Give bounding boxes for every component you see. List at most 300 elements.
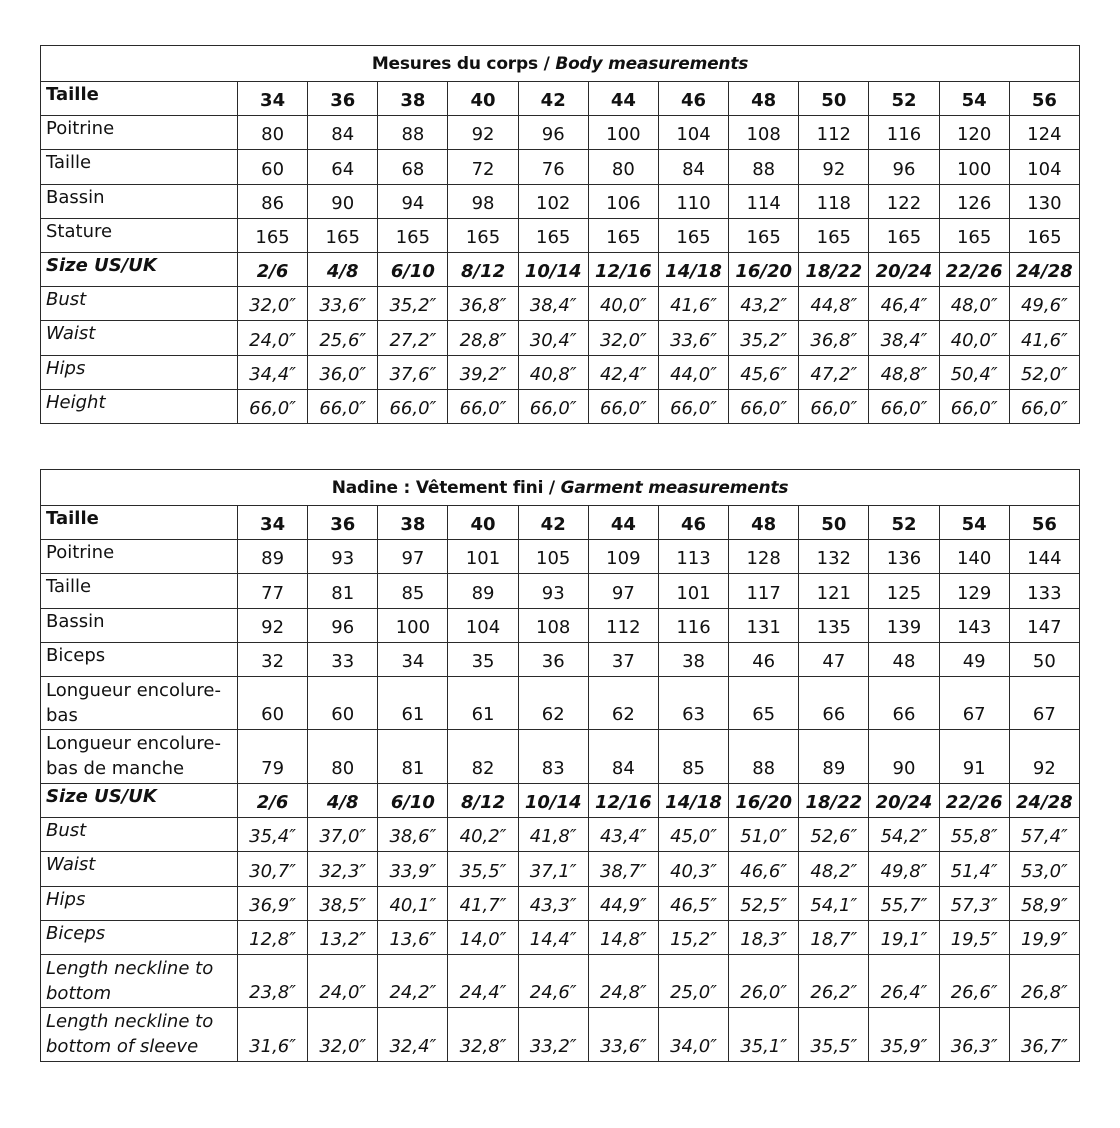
table-cell: 66,0″ (658, 389, 728, 423)
table-cell: 57,4″ (1009, 818, 1079, 852)
table-cell: 132 (799, 540, 869, 574)
table-cell: 93 (308, 540, 378, 574)
table-cell: 38,4″ (518, 287, 588, 321)
table-cell: 66,0″ (308, 389, 378, 423)
table-cell: 18,7″ (799, 920, 869, 954)
table-cell: 13,2″ (308, 920, 378, 954)
table-cell: 84 (308, 116, 378, 150)
table-cell: 165 (729, 218, 799, 252)
table-cell: 66 (869, 676, 939, 730)
table-cell: 89 (799, 730, 869, 784)
table-cell: 40 (448, 506, 518, 540)
table-cell: 52,6″ (799, 818, 869, 852)
table-cell: 80 (238, 116, 308, 150)
table-cell: 34,4″ (238, 355, 308, 389)
table-cell: 40,1″ (378, 886, 448, 920)
table-cell: 48 (729, 82, 799, 116)
table-cell: 54 (939, 82, 1009, 116)
table-row (41, 608, 1080, 642)
table-cell: 101 (658, 574, 728, 608)
table-row (41, 506, 1080, 540)
table-cell: 52 (869, 82, 939, 116)
table-cell: 48 (869, 642, 939, 676)
table-cell: 143 (939, 608, 1009, 642)
table-cell: 16/20 (729, 783, 799, 817)
table-cell: 41,6″ (658, 287, 728, 321)
table-cell: 66,0″ (448, 389, 518, 423)
table-row (41, 184, 1080, 218)
garment-table-body (41, 470, 1080, 1062)
table-cell: 47,2″ (799, 355, 869, 389)
garment-measurements-table (40, 469, 1080, 1062)
table-cell: 49,6″ (1009, 287, 1079, 321)
table-cell: 24/28 (1009, 783, 1079, 817)
row-label: Longueur encolure-bas (41, 676, 238, 730)
table-cell: 36,8″ (448, 287, 518, 321)
table-cell: 46,4″ (869, 287, 939, 321)
table-cell: 79 (238, 730, 308, 784)
table-cell: 165 (378, 218, 448, 252)
table-cell: 24,0″ (238, 321, 308, 355)
table-cell: 31,6″ (238, 1008, 308, 1062)
table-cell: 46 (658, 82, 728, 116)
table-cell: 90 (869, 730, 939, 784)
table-cell: 48,8″ (869, 355, 939, 389)
table-cell: 66 (799, 676, 869, 730)
table-cell: 24,6″ (518, 954, 588, 1008)
table-cell: 62 (518, 676, 588, 730)
table-cell: 16/20 (729, 252, 799, 286)
table-cell: 56 (1009, 506, 1079, 540)
table-cell: 12/16 (588, 783, 658, 817)
table-cell: 45,0″ (658, 818, 728, 852)
table-cell: 54,1″ (799, 886, 869, 920)
row-label: Bust (41, 287, 238, 321)
table-title-en: Body measurements (555, 53, 749, 74)
table-cell: 89 (238, 540, 308, 574)
table-cell: 82 (448, 730, 518, 784)
table-cell: 14/18 (658, 252, 728, 286)
table-cell: 44 (588, 506, 658, 540)
table-cell: 35,5″ (448, 852, 518, 886)
table-cell: 54,2″ (869, 818, 939, 852)
table-cell: 83 (518, 730, 588, 784)
table-cell: 97 (378, 540, 448, 574)
table-cell: 110 (658, 184, 728, 218)
table-cell: 33,9″ (378, 852, 448, 886)
table-row (41, 116, 1080, 150)
table-cell: 18/22 (799, 783, 869, 817)
table-cell: 32,0″ (308, 1008, 378, 1062)
table-cell: 36,9″ (238, 886, 308, 920)
table-cell: 15,2″ (658, 920, 728, 954)
table-cell: 81 (308, 574, 378, 608)
table-cell: 101 (448, 540, 518, 574)
table-cell: 12,8″ (238, 920, 308, 954)
table-cell: 38 (658, 642, 728, 676)
table-cell: 6/10 (378, 252, 448, 286)
table-cell: 67 (939, 676, 1009, 730)
table-cell: 6/10 (378, 783, 448, 817)
table-cell: 14,0″ (448, 920, 518, 954)
table-cell: 128 (729, 540, 799, 574)
table-cell: 33,6″ (658, 321, 728, 355)
table-cell: 165 (238, 218, 308, 252)
table-cell: 86 (238, 184, 308, 218)
table-cell: 60 (238, 676, 308, 730)
table-cell: 140 (939, 540, 1009, 574)
body-measurements-table (40, 45, 1080, 424)
table-cell: 55,7″ (869, 886, 939, 920)
table-cell: 165 (308, 218, 378, 252)
table-cell: 26,6″ (939, 954, 1009, 1008)
table-cell: 40,0″ (939, 321, 1009, 355)
table-cell: 102 (518, 184, 588, 218)
table-cell: 60 (238, 150, 308, 184)
table-cell: 114 (729, 184, 799, 218)
table-cell: 165 (799, 218, 869, 252)
table-cell: 37,6″ (378, 355, 448, 389)
table-cell: 56 (1009, 82, 1079, 116)
table-cell: 42 (518, 506, 588, 540)
table-cell: 48 (729, 506, 799, 540)
table-cell: 96 (869, 150, 939, 184)
table-cell: 38,6″ (378, 818, 448, 852)
table-row (41, 886, 1080, 920)
table-cell: 64 (308, 150, 378, 184)
table-cell: 165 (1009, 218, 1079, 252)
table-cell: 39,2″ (448, 355, 518, 389)
table-cell: 32,8″ (448, 1008, 518, 1062)
table-cell: 49,8″ (869, 852, 939, 886)
table-cell: 89 (448, 574, 518, 608)
table-cell: 18/22 (799, 252, 869, 286)
table-cell: 61 (378, 676, 448, 730)
table-title (41, 470, 1080, 506)
table-cell: 80 (308, 730, 378, 784)
table-cell: 46,5″ (658, 886, 728, 920)
table-cell: 133 (1009, 574, 1079, 608)
table-cell: 46 (729, 642, 799, 676)
table-cell: 135 (799, 608, 869, 642)
table-cell: 24/28 (1009, 252, 1079, 286)
table-cell: 88 (729, 730, 799, 784)
table-row (41, 852, 1080, 886)
table-cell: 67 (1009, 676, 1079, 730)
table-cell: 165 (588, 218, 658, 252)
row-label: Size US/UK (41, 783, 238, 817)
table-cell: 40,8″ (518, 355, 588, 389)
row-label: Biceps (41, 642, 238, 676)
table-row (41, 920, 1080, 954)
table-cell: 129 (939, 574, 1009, 608)
table-cell: 24,2″ (378, 954, 448, 1008)
table-cell: 44 (588, 82, 658, 116)
table-cell: 28,8″ (448, 321, 518, 355)
table-cell: 122 (869, 184, 939, 218)
table-cell: 24,8″ (588, 954, 658, 1008)
table-cell: 72 (448, 150, 518, 184)
table-cell: 49 (939, 642, 1009, 676)
table-cell: 93 (518, 574, 588, 608)
table-cell: 48,2″ (799, 852, 869, 886)
table-cell: 58,9″ (1009, 886, 1079, 920)
table-cell: 32 (238, 642, 308, 676)
table-cell: 40,0″ (588, 287, 658, 321)
table-cell: 32,0″ (238, 287, 308, 321)
table-cell: 38 (378, 506, 448, 540)
table-cell: 50 (799, 82, 869, 116)
table-cell: 165 (939, 218, 1009, 252)
table-cell: 35 (448, 642, 518, 676)
table-cell: 38,4″ (869, 321, 939, 355)
table-cell: 85 (658, 730, 728, 784)
table-cell: 36,0″ (308, 355, 378, 389)
table-cell: 36 (308, 506, 378, 540)
table-cell: 25,0″ (658, 954, 728, 1008)
table-cell: 42 (518, 82, 588, 116)
table-cell: 113 (658, 540, 728, 574)
table-cell: 24,4″ (448, 954, 518, 1008)
table-cell: 116 (658, 608, 728, 642)
table-cell: 66,0″ (799, 389, 869, 423)
table-cell: 41,7″ (448, 886, 518, 920)
table-cell: 92 (1009, 730, 1079, 784)
table-cell: 33,2″ (518, 1008, 588, 1062)
table-cell: 165 (658, 218, 728, 252)
table-cell: 88 (729, 150, 799, 184)
table-cell: 10/14 (518, 783, 588, 817)
table-cell: 52,0″ (1009, 355, 1079, 389)
table-cell: 26,2″ (799, 954, 869, 1008)
body-table-body (41, 46, 1080, 424)
row-label: Poitrine (41, 116, 238, 150)
table-cell: 51,4″ (939, 852, 1009, 886)
table-cell: 68 (378, 150, 448, 184)
table-cell: 108 (729, 116, 799, 150)
table-cell: 130 (1009, 184, 1079, 218)
table-cell: 35,5″ (799, 1008, 869, 1062)
table-cell: 120 (939, 116, 1009, 150)
table-row (41, 287, 1080, 321)
table-row (41, 730, 1080, 784)
table-cell: 66,0″ (939, 389, 1009, 423)
table-cell: 36 (518, 642, 588, 676)
table-cell: 33 (308, 642, 378, 676)
table-title-fr: Nadine : Vêtement fini / (331, 477, 561, 498)
table-cell: 37,1″ (518, 852, 588, 886)
table-cell: 14,4″ (518, 920, 588, 954)
table-cell: 35,1″ (729, 1008, 799, 1062)
table-cell: 63 (658, 676, 728, 730)
row-label: Waist (41, 852, 238, 886)
table-cell: 112 (799, 116, 869, 150)
table-title (41, 46, 1080, 82)
row-label: Length neckline to bottom of sleeve (41, 1008, 238, 1062)
table-cell: 19,9″ (1009, 920, 1079, 954)
table-cell: 18,3″ (729, 920, 799, 954)
row-label: Bassin (41, 184, 238, 218)
row-label: Bassin (41, 608, 238, 642)
table-cell: 106 (588, 184, 658, 218)
table-row (41, 818, 1080, 852)
row-label: Hips (41, 355, 238, 389)
table-cell: 20/24 (869, 783, 939, 817)
table-cell: 4/8 (308, 252, 378, 286)
table-row (41, 321, 1080, 355)
table-cell: 116 (869, 116, 939, 150)
table-title-row (41, 46, 1080, 82)
table-cell: 44,0″ (658, 355, 728, 389)
table-cell: 34 (238, 506, 308, 540)
table-row (41, 642, 1080, 676)
table-cell: 27,2″ (378, 321, 448, 355)
table-cell: 97 (588, 574, 658, 608)
table-cell: 40,2″ (448, 818, 518, 852)
table-cell: 50,4″ (939, 355, 1009, 389)
table-cell: 165 (448, 218, 518, 252)
table-cell: 24,0″ (308, 954, 378, 1008)
table-cell: 144 (1009, 540, 1079, 574)
table-cell: 34 (238, 82, 308, 116)
table-cell: 66,0″ (378, 389, 448, 423)
table-cell: 20/24 (869, 252, 939, 286)
table-cell: 12/16 (588, 252, 658, 286)
table-row (41, 783, 1080, 817)
table-row (41, 574, 1080, 608)
row-label: Bust (41, 818, 238, 852)
table-cell: 46 (658, 506, 728, 540)
table-row (41, 954, 1080, 1008)
table-cell: 38,7″ (588, 852, 658, 886)
table-cell: 43,2″ (729, 287, 799, 321)
table-cell: 14,8″ (588, 920, 658, 954)
table-cell: 26,0″ (729, 954, 799, 1008)
table-cell: 125 (869, 574, 939, 608)
table-cell: 66,0″ (588, 389, 658, 423)
table-row (41, 355, 1080, 389)
table-cell: 94 (378, 184, 448, 218)
table-cell: 38,5″ (308, 886, 378, 920)
table-cell: 37,0″ (308, 818, 378, 852)
table-cell: 36 (308, 82, 378, 116)
table-cell: 55,8″ (939, 818, 1009, 852)
table-cell: 42,4″ (588, 355, 658, 389)
table-cell: 60 (308, 676, 378, 730)
table-cell: 84 (658, 150, 728, 184)
table-row (41, 1008, 1080, 1062)
table-cell: 13,6″ (378, 920, 448, 954)
table-cell: 35,2″ (378, 287, 448, 321)
row-label: Poitrine (41, 540, 238, 574)
table-title-fr: Mesures du corps / (371, 53, 556, 74)
table-cell: 96 (518, 116, 588, 150)
table-cell: 66,0″ (729, 389, 799, 423)
table-cell: 80 (588, 150, 658, 184)
table-cell: 36,7″ (1009, 1008, 1079, 1062)
table-cell: 124 (1009, 116, 1079, 150)
table-cell: 32,4″ (378, 1008, 448, 1062)
table-cell: 61 (448, 676, 518, 730)
table-cell: 85 (378, 574, 448, 608)
table-cell: 118 (799, 184, 869, 218)
table-cell: 65 (729, 676, 799, 730)
table-title-row (41, 470, 1080, 506)
table-cell: 19,1″ (869, 920, 939, 954)
table-cell: 100 (939, 150, 1009, 184)
table-cell: 2/6 (238, 252, 308, 286)
table-cell: 32,0″ (588, 321, 658, 355)
table-cell: 66,0″ (1009, 389, 1079, 423)
table-cell: 92 (799, 150, 869, 184)
table-cell: 84 (588, 730, 658, 784)
table-cell: 41,8″ (518, 818, 588, 852)
table-cell: 98 (448, 184, 518, 218)
table-cell: 104 (448, 608, 518, 642)
table-cell: 62 (588, 676, 658, 730)
table-cell: 14/18 (658, 783, 728, 817)
table-cell: 50 (1009, 642, 1079, 676)
table-cell: 2/6 (238, 783, 308, 817)
table-cell: 38 (378, 82, 448, 116)
table-cell: 66,0″ (518, 389, 588, 423)
table-cell: 109 (588, 540, 658, 574)
table-cell: 92 (448, 116, 518, 150)
table-cell: 10/14 (518, 252, 588, 286)
table-row (41, 150, 1080, 184)
table-cell: 48,0″ (939, 287, 1009, 321)
table-row (41, 540, 1080, 574)
table-cell: 88 (378, 116, 448, 150)
table-cell: 104 (1009, 150, 1079, 184)
table-cell: 54 (939, 506, 1009, 540)
table-cell: 43,4″ (588, 818, 658, 852)
table-cell: 100 (378, 608, 448, 642)
table-cell: 26,8″ (1009, 954, 1079, 1008)
table-cell: 40,3″ (658, 852, 728, 886)
table-cell: 26,4″ (869, 954, 939, 1008)
row-label: Taille (41, 506, 238, 540)
table-cell: 22/26 (939, 252, 1009, 286)
table-row (41, 252, 1080, 286)
table-cell: 4/8 (308, 783, 378, 817)
table-cell: 35,9″ (869, 1008, 939, 1062)
row-label: Biceps (41, 920, 238, 954)
table-cell: 44,8″ (799, 287, 869, 321)
table-cell: 96 (308, 608, 378, 642)
table-cell: 121 (799, 574, 869, 608)
table-row (41, 82, 1080, 116)
table-cell: 91 (939, 730, 1009, 784)
table-cell: 117 (729, 574, 799, 608)
row-label: Stature (41, 218, 238, 252)
table-cell: 46,6″ (729, 852, 799, 886)
table-cell: 53,0″ (1009, 852, 1079, 886)
table-cell: 136 (869, 540, 939, 574)
row-label: Waist (41, 321, 238, 355)
table-cell: 40 (448, 82, 518, 116)
table-cell: 8/12 (448, 252, 518, 286)
table-cell: 36,8″ (799, 321, 869, 355)
table-cell: 41,6″ (1009, 321, 1079, 355)
table-cell: 25,6″ (308, 321, 378, 355)
table-cell: 35,2″ (729, 321, 799, 355)
table-row (41, 218, 1080, 252)
table-cell: 66,0″ (238, 389, 308, 423)
table-cell: 57,3″ (939, 886, 1009, 920)
table-cell: 50 (799, 506, 869, 540)
table-row (41, 389, 1080, 423)
